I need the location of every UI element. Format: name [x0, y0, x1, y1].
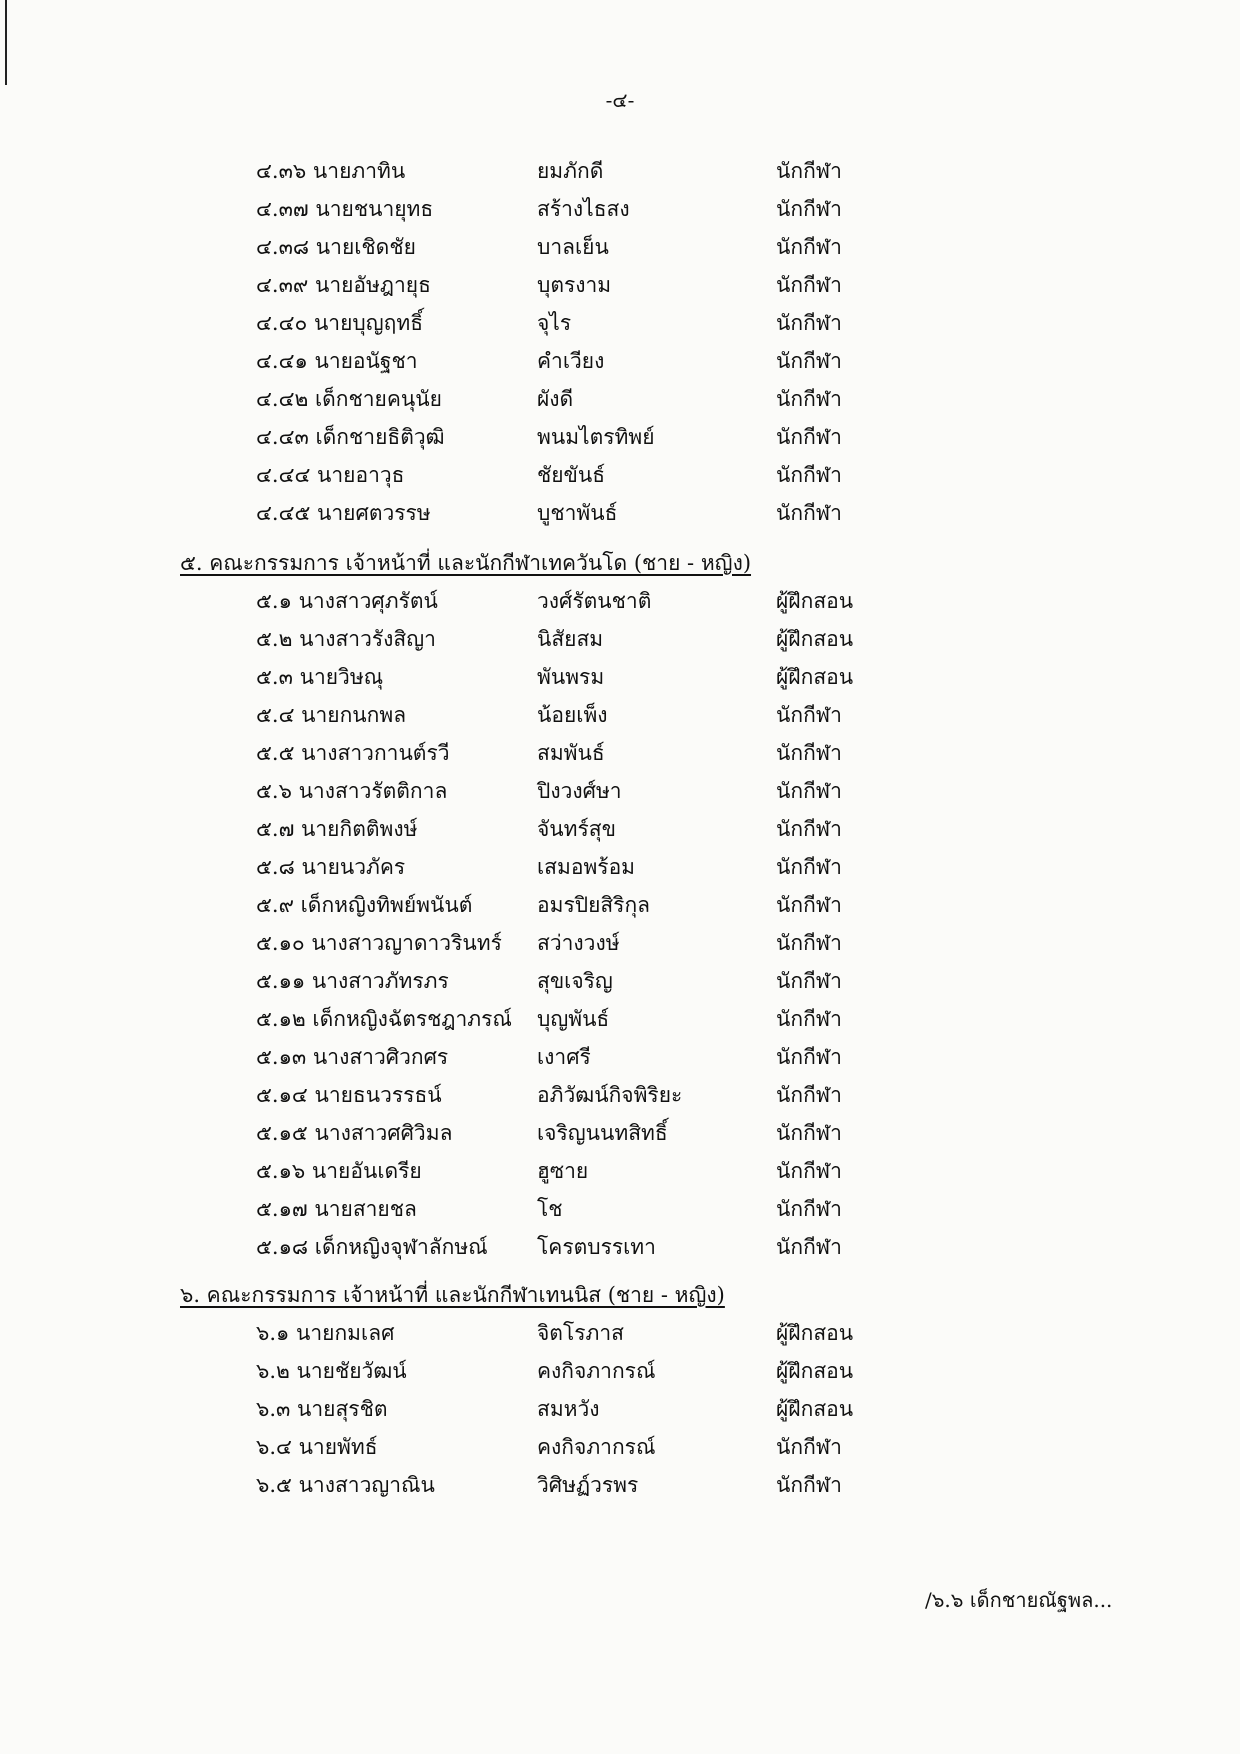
entry-number-name: ๕.๓ นายวิษณุ [256, 665, 384, 689]
entry-surname: สมพันธ์ [537, 741, 605, 765]
entry-number-name: ๔.๔๐ นายบุญฤทธิ์ [256, 311, 424, 335]
entry-role: นักกีฬา [776, 235, 842, 259]
entry-surname: เสมอพร้อม [537, 855, 636, 879]
entry-number-name: ๕.๑๘ เด็กหญิงจุฬาลักษณ์ [256, 1235, 488, 1259]
entry-surname: พันพรม [537, 665, 605, 689]
entry-surname: สุขเจริญ [537, 969, 613, 993]
entry-surname: จันทร์สุข [537, 817, 616, 841]
list-item [0, 1000, 1240, 1038]
entry-surname: คงกิจภากรณ์ [537, 1435, 656, 1459]
entry-number-name: ๕.๑๒ เด็กหญิงฉัตรชฎาภรณ์ [256, 1007, 512, 1031]
entry-surname: โช [537, 1197, 563, 1221]
entry-number-name: ๔.๔๓ เด็กชายธิติวุฒิ [256, 425, 445, 449]
entry-surname: คำเวียง [537, 349, 605, 373]
list-item [0, 380, 1240, 418]
entry-role: ผู้ฝึกสอน [776, 589, 854, 613]
list-item [0, 772, 1240, 810]
entry-number-name: ๕.๑๗ นายสายชล [256, 1197, 417, 1221]
page-number: -๔- [605, 88, 635, 112]
entry-number-name: ๕.๑ นางสาวศุภรัตน์ [256, 589, 438, 613]
list-item [0, 696, 1240, 734]
list-item [0, 1466, 1240, 1504]
entry-surname: จุไร [537, 311, 572, 335]
list-item [0, 304, 1240, 342]
list-item [0, 734, 1240, 772]
entry-role: นักกีฬา [776, 1121, 842, 1145]
entry-role: นักกีฬา [776, 1235, 842, 1259]
list-item [0, 810, 1240, 848]
entry-surname: อภิวัฒน์กิจพิริยะ [537, 1083, 683, 1107]
entry-surname: คงกิจภากรณ์ [537, 1359, 656, 1383]
entry-surname: วงศ์รัตนชาติ [537, 589, 652, 613]
entry-surname: บาลเย็น [537, 235, 609, 259]
entry-number-name: ๕.๒ นางสาวรังสิญา [256, 627, 436, 651]
entry-role: นักกีฬา [776, 893, 842, 917]
list-item [0, 1076, 1240, 1114]
entry-role: นักกีฬา [776, 425, 842, 449]
entry-surname: ยมภักดี [537, 159, 604, 183]
entry-surname: บุญพันธ์ [537, 1007, 610, 1031]
entry-role: นักกีฬา [776, 349, 842, 373]
entry-surname: ผังดี [537, 387, 574, 411]
entry-surname: ชัยขันธ์ [537, 463, 606, 487]
entry-number-name: ๖.๔ นายพัทธ์ [256, 1435, 378, 1459]
entry-surname: บูชาพันธ์ [537, 501, 618, 525]
entry-role: นักกีฬา [776, 1007, 842, 1031]
entry-number-name: ๕.๙ เด็กหญิงทิพย์พนันต์ [256, 893, 473, 917]
list-item [0, 1190, 1240, 1228]
entry-role: นักกีฬา [776, 273, 842, 297]
entry-number-name: ๕.๖ นางสาวรัตติกาล [256, 779, 448, 803]
entry-number-name: ๔.๔๒ เด็กชายคนุนัย [256, 387, 442, 411]
entry-role: นักกีฬา [776, 703, 842, 727]
entry-surname: เจริญนนทสิทธิ์ [537, 1121, 668, 1145]
entry-surname: โครตบรรเทา [537, 1235, 656, 1259]
entry-number-name: ๔.๓๖ นายภาทิน [256, 159, 406, 183]
list-item [0, 494, 1240, 532]
entry-surname: พนมไตรทิพย์ [537, 425, 655, 449]
entry-number-name: ๕.๘ นายนวภัคร [256, 855, 406, 879]
list-item [0, 848, 1240, 886]
entry-surname: ปิงวงศ์ษา [537, 779, 622, 803]
entry-surname: สร้างไธสง [537, 197, 630, 221]
entry-number-name: ๕.๑๑ นางสาวภัทรภร [256, 969, 449, 993]
list-item [0, 456, 1240, 494]
entry-number-name: ๔.๓๙ นายอัษฎายุธ [256, 273, 431, 297]
entry-number-name: ๔.๓๘ นายเชิดชัย [256, 235, 416, 259]
entry-number-name: ๔.๓๗ นายชนายุทธ [256, 197, 434, 221]
list-item [0, 1390, 1240, 1428]
entry-number-name: ๕.๑๐ นางสาวญาดาวรินทร์ [256, 931, 502, 955]
entry-role: นักกีฬา [776, 969, 842, 993]
entry-role: ผู้ฝึกสอน [776, 1321, 854, 1345]
entry-number-name: ๕.๔ นายกนกพล [256, 703, 407, 727]
entry-surname: สมหวัง [537, 1397, 600, 1421]
entry-number-name: ๖.๒ นายชัยวัฒน์ [256, 1359, 407, 1383]
entry-surname: อมรปิยสิริกุล [537, 893, 651, 917]
list-item [0, 1038, 1240, 1076]
list-item [0, 418, 1240, 456]
entry-role: ผู้ฝึกสอน [776, 1359, 854, 1383]
margin-line [5, 0, 7, 85]
entry-role: นักกีฬา [776, 311, 842, 335]
entry-role: นักกีฬา [776, 779, 842, 803]
list-item [0, 228, 1240, 266]
entry-surname: ฮูซาย [537, 1159, 589, 1183]
entry-surname: นิสัยสม [537, 627, 604, 651]
list-item [0, 658, 1240, 696]
entry-role: ผู้ฝึกสอน [776, 1397, 854, 1421]
list-item [0, 886, 1240, 924]
entry-number-name: ๕.๑๕ นางสาวศศิวิมล [256, 1121, 453, 1145]
entry-number-name: ๖.๓ นายสุรชิต [256, 1397, 388, 1421]
list-item [0, 582, 1240, 620]
list-item [0, 342, 1240, 380]
entry-role: นักกีฬา [776, 1435, 842, 1459]
entry-role: นักกีฬา [776, 159, 842, 183]
entry-role: นักกีฬา [776, 1083, 842, 1107]
continuation-note: /๖.๖ เด็กชายณัฐพล... [925, 1588, 1113, 1612]
entry-number-name: ๖.๑ นายกมเลศ [256, 1321, 395, 1345]
list-item [0, 152, 1240, 190]
entry-role: นักกีฬา [776, 817, 842, 841]
entry-surname: จิตโรภาส [537, 1321, 624, 1345]
entry-surname: น้อยเพ็ง [537, 703, 608, 727]
entry-role: นักกีฬา [776, 1159, 842, 1183]
entry-number-name: ๕.๗ นายกิตติพงษ์ [256, 817, 418, 841]
entry-number-name: ๕.๑๓ นางสาวศิวกศร [256, 1045, 449, 1069]
entry-role: นักกีฬา [776, 741, 842, 765]
entry-number-name: ๖.๕ นางสาวญาณิน [256, 1473, 435, 1497]
entry-number-name: ๕.๕ นางสาวกานต์รวี [256, 741, 450, 765]
entry-role: นักกีฬา [776, 855, 842, 879]
list-item [0, 620, 1240, 658]
entry-number-name: ๔.๔๔ นายอาวุธ [256, 463, 405, 487]
entry-role: นักกีฬา [776, 197, 842, 221]
list-item [0, 190, 1240, 228]
entry-number-name: ๔.๔๕ นายศตวรรษ [256, 501, 431, 525]
list-item [0, 1314, 1240, 1352]
list-item [0, 1114, 1240, 1152]
entry-role: นักกีฬา [776, 1473, 842, 1497]
entry-role: นักกีฬา [776, 931, 842, 955]
entry-role: นักกีฬา [776, 463, 842, 487]
list-item [0, 924, 1240, 962]
section-heading: ๕. คณะกรรมการ เจ้าหน้าที่ และนักกีฬาเทควันโด (ชาย - หญิง) [180, 551, 752, 575]
entry-number-name: ๕.๑๔ นายธนวรรธน์ [256, 1083, 442, 1107]
list-item [0, 1352, 1240, 1390]
entry-number-name: ๔.๔๑ นายอนัฐชา [256, 349, 418, 373]
entry-surname: สว่างวงษ์ [537, 931, 620, 955]
entry-role: นักกีฬา [776, 1045, 842, 1069]
entry-role: นักกีฬา [776, 1197, 842, 1221]
section-heading: ๖. คณะกรรมการ เจ้าหน้าที่ และนักกีฬาเทนนิส (ชาย - หญิง) [180, 1283, 725, 1307]
entry-role: นักกีฬา [776, 501, 842, 525]
list-item [0, 1428, 1240, 1466]
list-item [0, 1228, 1240, 1266]
entry-role: ผู้ฝึกสอน [776, 665, 854, 689]
list-item [0, 1152, 1240, 1190]
entry-surname: วิศิษฏ์วรพร [537, 1473, 639, 1497]
entry-surname: บุตรงาม [537, 273, 612, 297]
list-item [0, 962, 1240, 1000]
entry-number-name: ๕.๑๖ นายอันเดรีย [256, 1159, 422, 1183]
list-item [0, 266, 1240, 304]
entry-surname: เงาศรี [537, 1045, 591, 1069]
entry-role: ผู้ฝึกสอน [776, 627, 854, 651]
entry-role: นักกีฬา [776, 387, 842, 411]
